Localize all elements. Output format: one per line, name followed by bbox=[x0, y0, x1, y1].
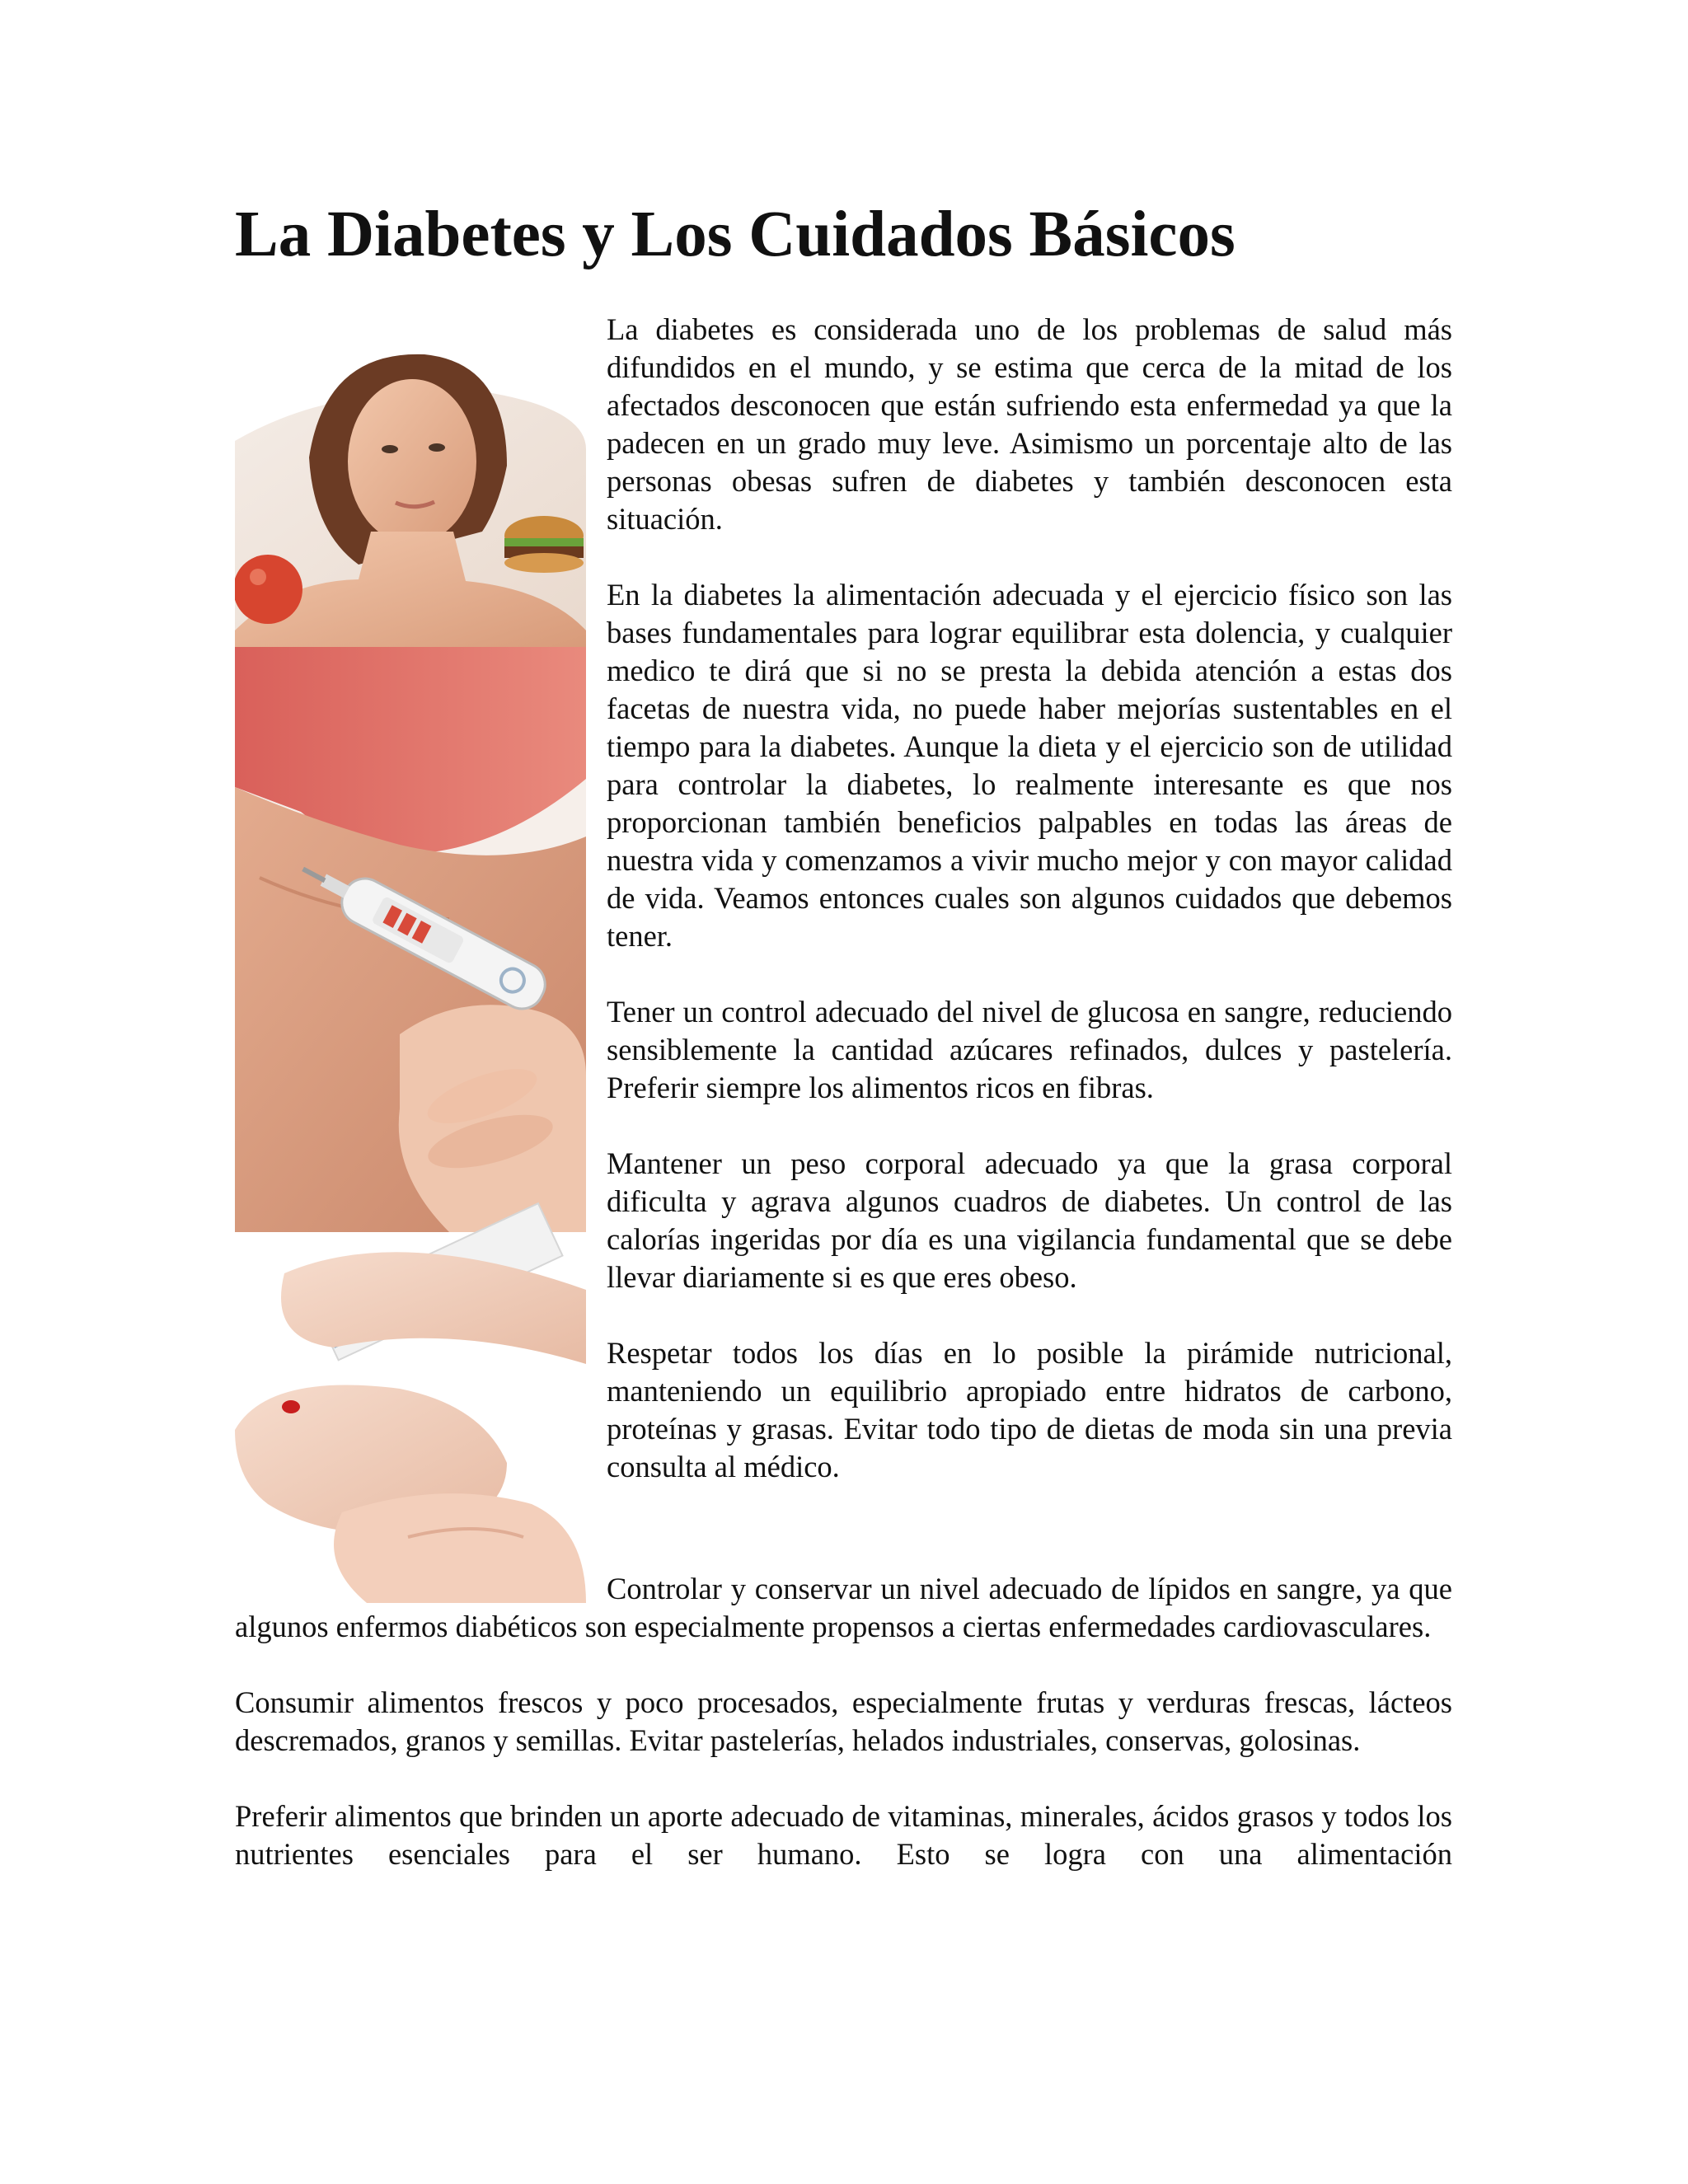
text-full-width bbox=[235, 1570, 1452, 1911]
paragraph: Consumir alimentos frescos y poco procesados, especialmente frutas y verduras frescas, lácteos descremados, granos y semillas. Evitar pastelerías, helados industriales, conservas, golosinas. bbox=[235, 1685, 1452, 1757]
glucose-test-photo bbox=[235, 1203, 586, 1603]
document-title: La Diabetes y Los Cuidados Básicos bbox=[235, 199, 1236, 270]
insulin-injection-photo bbox=[235, 647, 586, 1232]
woman-food-photo bbox=[235, 317, 586, 647]
paragraph: Tener un control adecuado del nivel de glucosa en sangre, reduciendo sensiblemente la cantidad azúcares refinados, dulces y pastelería. Preferir siempre los alimentos ricos en fibras. bbox=[607, 995, 1452, 1104]
paragraph: Preferir alimentos que brinden un aporte adecuado de vitaminas, minerales, ácidos grasos y todos los nutrientes esenciales para el ser humano. Esto se logra con una alimentación bbox=[235, 1799, 1452, 1871]
health-photo-collage bbox=[235, 317, 586, 1603]
paragraph: La diabetes es considerada uno de los problemas de salud más difundidos en el mundo, y se estima que cerca de la mitad de los afectados desconocen que están sufriendo esta enfermedad ya que la padecen en un grado muy leve. Asimismo un porcentaje alto de las personas obesas sufren de diabetes y también desconocen esta situación. bbox=[607, 312, 1452, 536]
paragraph: Mantener un peso corporal adecuado ya que la grasa corporal dificulta y agrava algunos cuadros de diabetes. Un control de las calorías ingeridas por día es una vigilancia fundamental que se debe llevar diariamente si es que eres obeso. bbox=[607, 1146, 1452, 1294]
paragraph: En la diabetes la alimentación adecuada y el ejercicio físico son las bases fundamentales para lograr equilibrar esta dolencia, y cualquier medico te dirá que si no se presta la debida atención a estas dos facetas de nuestra vida, no puede haber mejorías sustentables en el tiempo para la diabetes. Aunque la dieta y el ejercicio son de utilidad para controlar la diabetes, lo realmente interesante es que nos proporcionan también beneficios palpables en todas las áreas de nuestra vida y comenzamos a vivir mucho mejor y con mayor calidad de vida. Veamos entonces cuales son algunos cuidados que debemos tener. bbox=[607, 578, 1452, 953]
text-beside-image bbox=[607, 311, 1452, 1524]
paragraph: Controlar y conservar un nivel adecuado de lípidos en sangre, ya que algunos enfermos diabéticos son especialmente propensos a ciertas enfermedades cardiovasculares. bbox=[235, 1572, 1452, 1643]
paragraph: Respetar todos los días en lo posible la pirámide nutricional, manteniendo un equilibrio apropiado entre hidratos de carbono, proteínas y grasas. Evitar todo tipo de dietas de moda sin una previa consulta al médico. bbox=[607, 1336, 1452, 1483]
